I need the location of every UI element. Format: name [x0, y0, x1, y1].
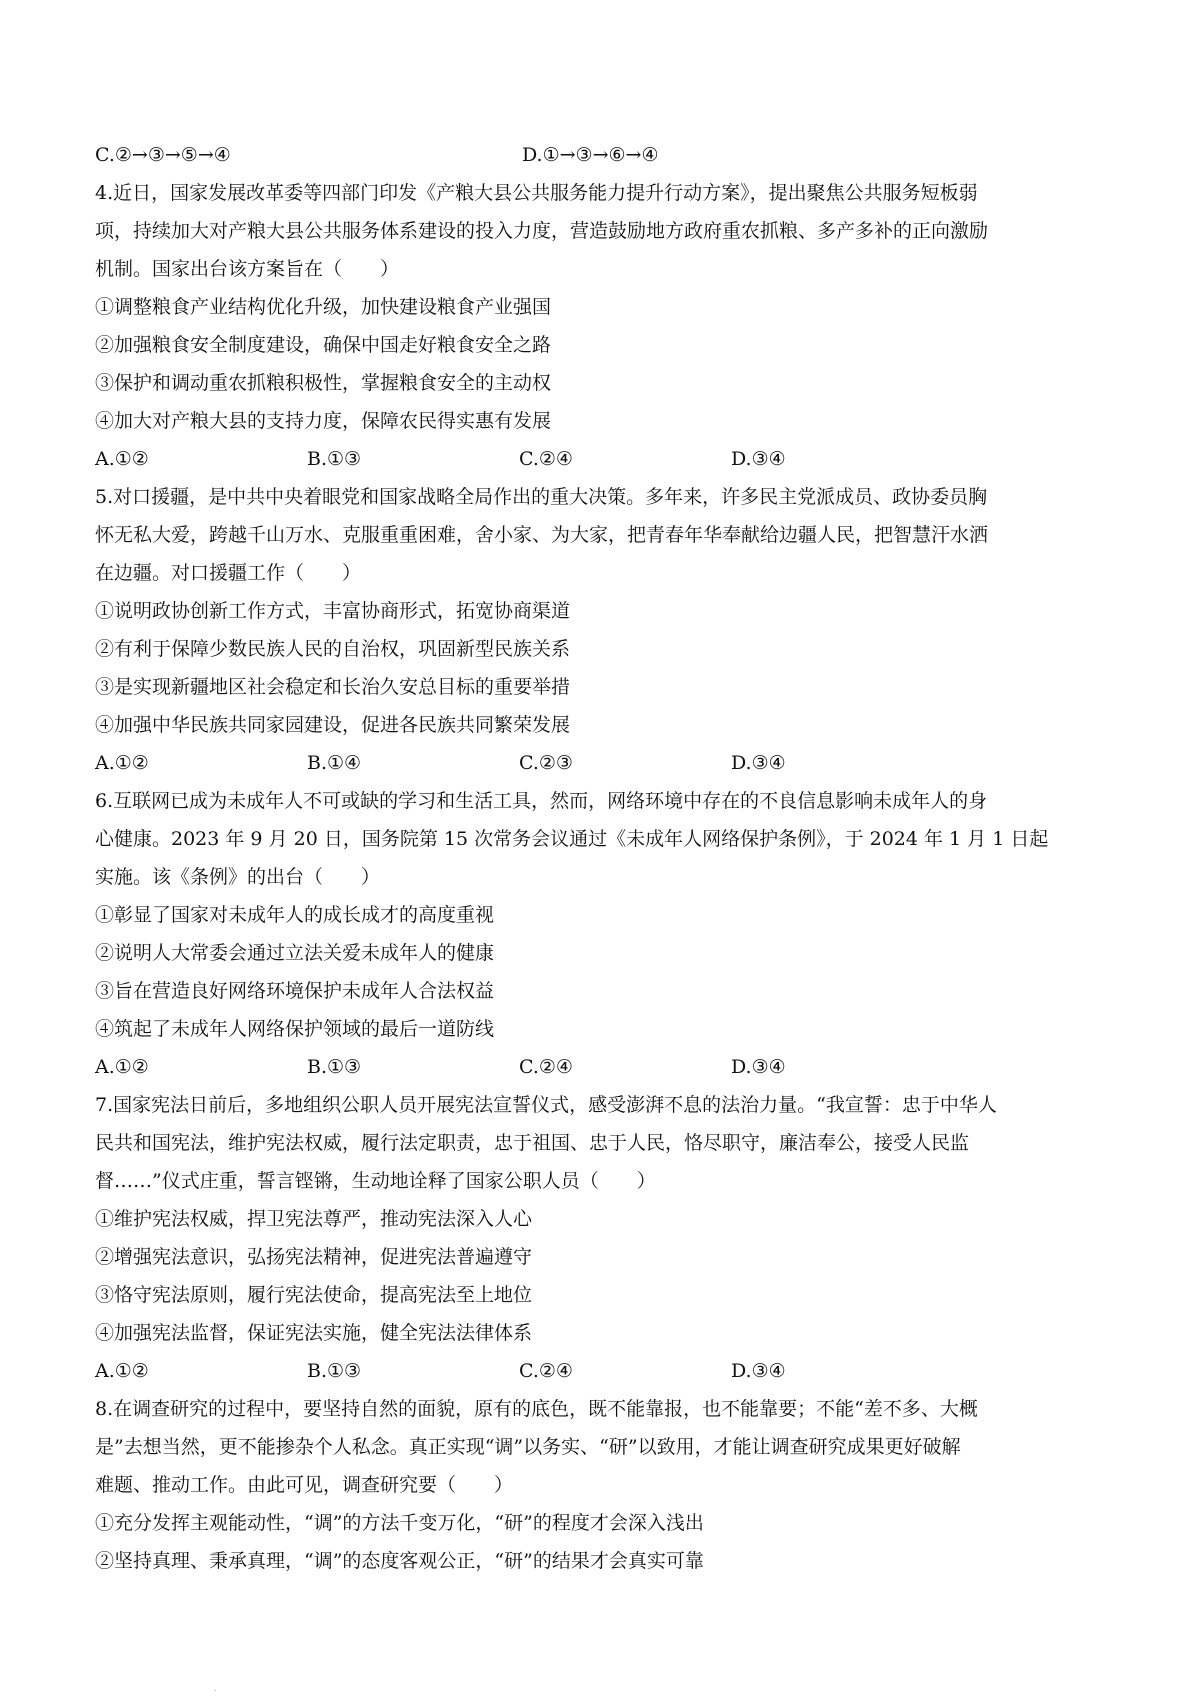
statement-item: ①维护宪法权威，捍卫宪法尊严，推动宪法深入人心 [95, 1208, 533, 1230]
question-stem-line: 7.国家宪法日前后，多地组织公职人员开展宪法宣誓仪式，感受澎湃不息的法治力量。“我宣誓：忠于中华人 [95, 1094, 997, 1116]
exam-page [95, 136, 1115, 1580]
statement-item: ①彰显了国家对未成年人的成长成才的高度重视 [95, 904, 495, 926]
statement-item: ③是实现新疆地区社会稳定和长治久安总目标的重要举措 [95, 676, 571, 698]
answer-option: D.③④ [731, 1360, 786, 1382]
statement-item: ②加强粮食安全制度建设，确保中国走好粮食安全之路 [95, 334, 552, 356]
statement-item: ③保护和调动重农抓粮积极性，掌握粮食安全的主动权 [95, 372, 552, 394]
footer-mark: . [214, 1684, 217, 1693]
question-block [95, 1390, 1115, 1580]
answer-option: A.①② [95, 752, 149, 774]
question-stem-line: 5.对口援疆，是中共中央着眼党和国家战略全局作出的重大决策。多年来，许多民主党派成员、政协委员胸 [95, 486, 988, 508]
statement-item: ④筑起了未成年人网络保护领域的最后一道防线 [95, 1018, 495, 1040]
statement-item: ①调整粮食产业结构优化升级，加快建设粮食产业强国 [95, 296, 552, 318]
question-stem-line: 8.在调查研究的过程中，要坚持自然的面貌，原有的底色，既不能靠报，也不能靠要；不能“差不多、大概 [95, 1398, 978, 1420]
question-stem-line: 难题、推动工作。由此可见，调查研究要（ ） [95, 1474, 514, 1496]
top-options-row [95, 136, 1115, 174]
question-block [95, 782, 1115, 1086]
question-stem-line: 4.近日，国家发展改革委等四部门印发《产粮大县公共服务能力提升行动方案》，提出聚焦公共服务短板弱 [95, 182, 978, 204]
question-stem-line: 怀无私大爱，跨越千山万水、克服重重困难，舍小家、为大家，把青春年华奉献给边疆人民，把智慧汗水洒 [95, 524, 989, 546]
statement-item: ③恪守宪法原则，履行宪法使命，提高宪法至上地位 [95, 1284, 533, 1306]
answer-option: C.②④ [519, 448, 573, 470]
statement-item: ④加强宪法监督，保证宪法实施，健全宪法法律体系 [95, 1322, 533, 1344]
answer-option: C.②④ [519, 1360, 573, 1382]
statement-item: ②坚持真理、秉承真理，“调”的态度客观公正，“研”的结果才会真实可靠 [95, 1550, 704, 1572]
answer-option: B.①③ [307, 1360, 362, 1382]
question-block [95, 478, 1115, 782]
answer-option: C.②③ [519, 752, 573, 774]
answer-options-row [95, 1048, 1115, 1086]
answer-options-row [95, 440, 1115, 478]
answer-option: D.③④ [731, 448, 786, 470]
statement-item: ②增强宪法意识，弘扬宪法精神，促进宪法普遍遵守 [95, 1246, 533, 1268]
answer-option: C.②④ [519, 1056, 573, 1078]
question-block [95, 174, 1115, 478]
statement-item: ④加强中华民族共同家园建设，促进各民族共同繁荣发展 [95, 714, 571, 736]
question-list [95, 174, 1115, 1580]
question-stem-line: 是”去想当然，更不能掺杂个人私念。真正实现“调”以务实、“研”以致用，才能让调查研究成果更好破解 [95, 1436, 961, 1458]
question-stem-line: 在边疆。对口援疆工作（ ） [95, 562, 362, 584]
statement-item: ④加大对产粮大县的支持力度，保障农民得实惠有发展 [95, 410, 552, 432]
statement-item: ③旨在营造良好网络环境保护未成年人合法权益 [95, 980, 495, 1002]
option-d: D.①→③→⑥→④ [522, 144, 659, 166]
statement-item: ①说明政协创新工作方式，丰富协商形式，拓宽协商渠道 [95, 600, 571, 622]
answer-option: D.③④ [731, 1056, 786, 1078]
answer-option: A.①② [95, 1056, 149, 1078]
question-stem-line: 机制。国家出台该方案旨在（ ） [95, 258, 400, 280]
question-stem-line: 民共和国宪法，维护宪法权威，履行法定职责，忠于祖国、忠于人民，恪尽职守，廉洁奉公，接受人民监 [95, 1132, 970, 1154]
answer-option: B.①③ [307, 1056, 362, 1078]
question-stem-line: 6.互联网已成为未成年人不可或缺的学习和生活工具，然而，网络环境中存在的不良信息影响未成年人的身 [95, 790, 988, 812]
statement-item: ②有利于保障少数民族人民的自治权，巩固新型民族关系 [95, 638, 571, 660]
question-block [95, 1086, 1115, 1390]
statement-item: ②说明人大常委会通过立法关爱未成年人的健康 [95, 942, 495, 964]
question-stem-line: 心健康。2023 年 9 月 20 日，国务院第 15 次常务会议通过《未成年人网络保护条例》，于 2024 年 1 月 1 日起 [95, 828, 1049, 850]
question-stem-line: 项，持续加大对产粮大县公共服务体系建设的投入力度，营造鼓励地方政府重农抓粮、多产多补的正向激励 [95, 220, 989, 242]
answer-options-row [95, 744, 1115, 782]
question-stem-line: 实施。该《条例》的出台（ ） [95, 866, 381, 888]
statement-item: ①充分发挥主观能动性，“调”的方法千变万化，“研”的程度才会深入浅出 [95, 1512, 704, 1534]
answer-option: A.①② [95, 448, 149, 470]
answer-option: B.①④ [307, 752, 362, 774]
answer-option: A.①② [95, 1360, 149, 1382]
answer-option: D.③④ [731, 752, 786, 774]
answer-option: B.①③ [307, 448, 362, 470]
answer-options-row [95, 1352, 1115, 1390]
option-c: C.②→③→⑤→④ [95, 144, 231, 166]
question-stem-line: 督……”仪式庄重，誓言铿锵，生动地诠释了国家公职人员（ ） [95, 1170, 656, 1192]
